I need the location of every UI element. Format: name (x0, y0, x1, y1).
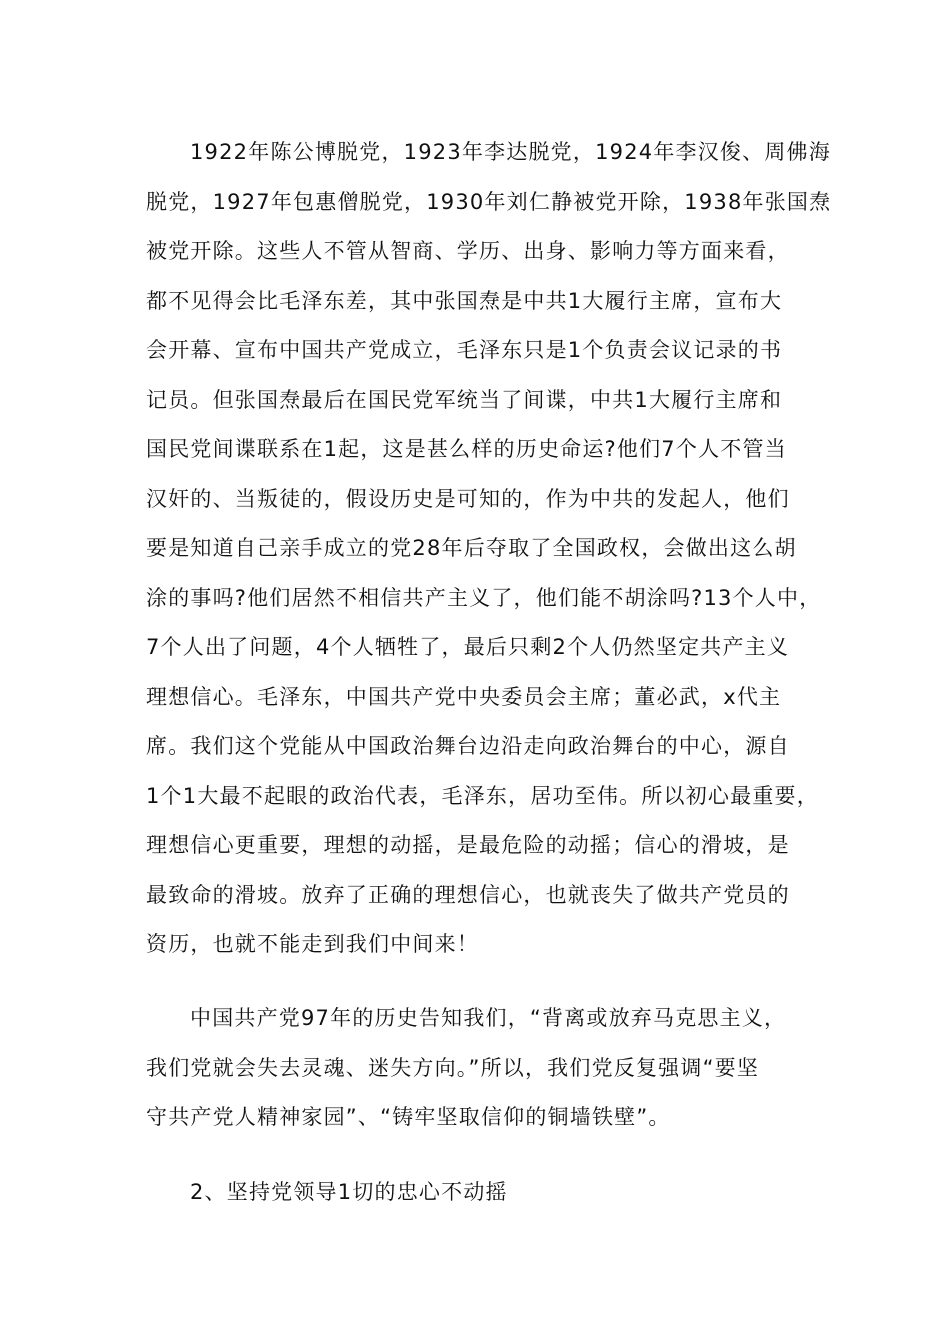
text-line: 涂的事吗?他们居然不相信共产主义了，他们能不胡涂吗?13个人中， (146, 586, 822, 610)
text-line: 理想信心。毛泽东，中国共产党中央委员会主席；董必武，x代主 (146, 685, 782, 709)
text-line: 中国共产党97年的历史告知我们，“背离或放弃马克思主义， (190, 1006, 787, 1030)
text-line: 会开幕、宣布中国共产党成立，毛泽东只是1个负责会议记录的书 (146, 338, 783, 362)
text-line: 守共产党人精神家园”、“铸牢坚取信仰的铜墙铁壁”。 (146, 1105, 671, 1129)
text-line: 7个人出了问题，4个人牺牲了，最后只剩2个人仍然坚定共产主义 (146, 635, 790, 659)
text-line: 席。我们这个党能从中国政治舞台边沿走向政治舞台的中心，源自 (146, 734, 790, 758)
heading-text: 2、坚持党领导1切的忠心不动摇 (190, 1180, 508, 1204)
text-line: 国民党间谍联系在1起，这是甚么样的历史命运?他们7个人不管当 (146, 437, 787, 461)
text-line: 脱党，1927年包惠僧脱党，1930年刘仁静被党开除，1938年张国焘 (146, 190, 832, 214)
text-line: 被党开除。这些人不管从智商、学历、出身、影响力等方面来看， (146, 239, 790, 263)
text-line: 1个1大最不起眼的政治代表，毛泽东，居功至伟。所以初心最重要， (146, 784, 819, 808)
text-line: 我们党就会失去灵魂、迷失方向。”所以，我们党反复强调“要坚 (146, 1056, 760, 1080)
text-line: 资历，也就不能走到我们中间来！ (146, 932, 479, 956)
text-line: 最致命的滑坡。放弃了正确的理想信心，也就丧失了做共产党员的 (146, 883, 790, 907)
text-line: 都不见得会比毛泽东差，其中张国焘是中共1大履行主席，宣布大 (146, 289, 783, 313)
text-line: 1922年陈公博脱党，1923年李达脱党，1924年李汉俊、周佛海 (190, 140, 831, 164)
text-line: 要是知道自己亲手成立的党28年后夺取了全国政权，会做出这么胡 (146, 536, 797, 560)
text-line: 汉奸的、当叛徒的，假设历史是可知的，作为中共的发起人，他们 (146, 487, 790, 511)
text-line: 理想信心更重要，理想的动摇，是最危险的动摇；信心的滑坡，是 (146, 833, 790, 857)
text-line: 记员。但张国焘最后在国民党军统当了间谍，中共1大履行主席和 (146, 388, 783, 412)
